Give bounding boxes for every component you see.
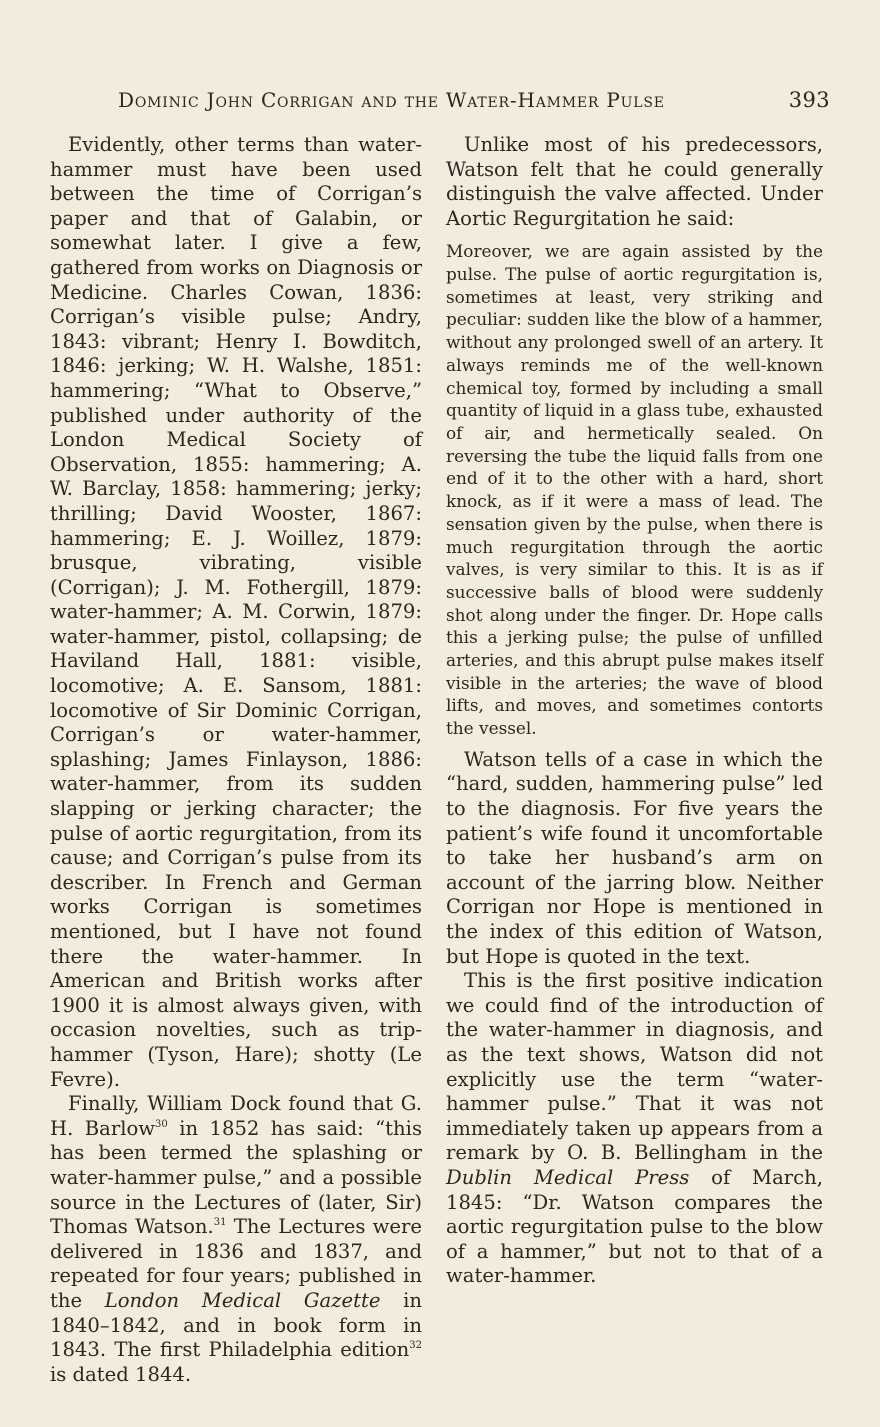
paragraph-text: of March, 1845: “Dr. Watson compares the aortic regurgitation pulse to the blow of a hammer,” but not to that of a water-hammer. [446,1165,823,1288]
paragraph-text: in 1840–1842, and in book form in 1843. The first Philadelphia edition [50,1288,422,1362]
journal-title: Dublin Medical Press [446,1165,690,1189]
page-number: 393 [788,88,830,112]
footnote-ref-30: 30 [155,1118,168,1130]
paragraph-text: is dated 1844. [50,1362,192,1386]
paragraph-text: in 1852 has said: “this has been termed the splashing or water-hammer pulse,” and a possible source in the Lectures of (later, Sir) Thomas Watson. [50,1116,422,1239]
paragraph-bellingham [446,969,823,1289]
paragraph-watson-intro: Unlike most of his predecessors, Watson felt that he could generally distinguish the valve affected. Under Aortic Regurgitation he said: [446,133,823,230]
left-column [50,133,422,1387]
footnote-ref-32: 32 [409,1340,422,1352]
running-title: Dominic John Corrigan and the Water-Hammer Pulse [118,88,665,112]
paragraph-barlow-watson [50,1092,422,1387]
paragraph-text: This is the first positive indication we could find of the introduction of the water-hammer in diagnosis, and as the text shows, Watson did not explicitly use the term “water-hammer pulse.” That it was not immediately taken up appears from a remark by O. B. Bellingham in the [446,969,823,1165]
footnote-ref-31: 31 [213,1217,227,1229]
journal-title: London Medical Gazette [104,1288,381,1312]
paragraph-text: The Lectures were delivered in 1836 and 1837, and repeated for four years; published in the [50,1215,422,1312]
paragraph-synonyms: Evidently, other terms than water-hammer must have been used between the time of Corrigan’s paper and that of Galabin, or somewhat later. I give a few, gathered from works on Diagnosis or Medicine. Charles Cowan, 1836: Corrigan’s visible pulse; Andry, 1843: vibrant; Henry I. Bowditch, 1846: jerking; W. H. Walshe, 1851: hammering; “What to Observe,” published under authority of the London Medical Society of Observation, 1855: hammering; A. W. Barclay, 1858: hammering; jerky; thrilling; David Wooster, 1867: hammering; E. J. Woillez, 1879: brusque, vibrating, visible (Corrigan); J. M. Fothergill, 1879: water-hammer; A. M. Corwin, 1879: water-hammer, pistol, collapsing; de Haviland Hall, 1881: visible, locomotive; A. E. Sansom, 1881: locomotive of Sir Dominic Corrigan, Corrigan’s or water-hammer, splashing; James Finlayson, 1886: water-hammer, from its sudden slapping or jerking character; the pulse of aortic regurgitation, from its cause; and Corrigan’s pulse from its describer. In French and German works Corrigan is sometimes mentioned, but I have not found there the water-hammer. In American and British works after 1900 it is almost always given, with occasion novelties, such as trip-hammer (Tyson, Hare); shotty (Le Fevre). [50,133,422,1091]
paragraph-watson-case: Watson tells of a case in which the “hard, sudden, hammering pulse” led to the diagnosis. For five years the patient’s wife found it uncomfortable to take her husband’s arm on account of the jarring blow. Neither Corrigan nor Hope is mentioned in the index of this edition of Watson, but Hope is quoted in the text. [446,747,823,968]
paragraph-text: Finally, William Dock found that G. H. Barlow [50,1092,422,1140]
block-quote-watson: Moreover, we are again assisted by the pulse. The pulse of aortic regurgitation is, sometimes at least, very striking and peculiar: sudden like the blow of a hammer, without any prolonged swell of an artery. It always reminds me of the well-known chemical toy, formed by including a small quantity of liquid in a glass tube, exhausted of air, and hermetically sealed. On reversing the tube the liquid falls from one end of it to the other with a hard, short knock, as if it were a mass of lead. The sensation given by the pulse, when there is much regurgitation through the aortic valves, is very similar to this. It is as if successive balls of blood were suddenly shot along under the finger. Dr. Hope calls this a jerking pulse; the pulse of unfilled arteries, and this abrupt pulse makes itself visible in the arteries; the wave of blood lifts, and moves, and sometimes contorts the vessel. [446,241,823,739]
running-head [118,88,830,118]
right-column [446,133,823,1289]
